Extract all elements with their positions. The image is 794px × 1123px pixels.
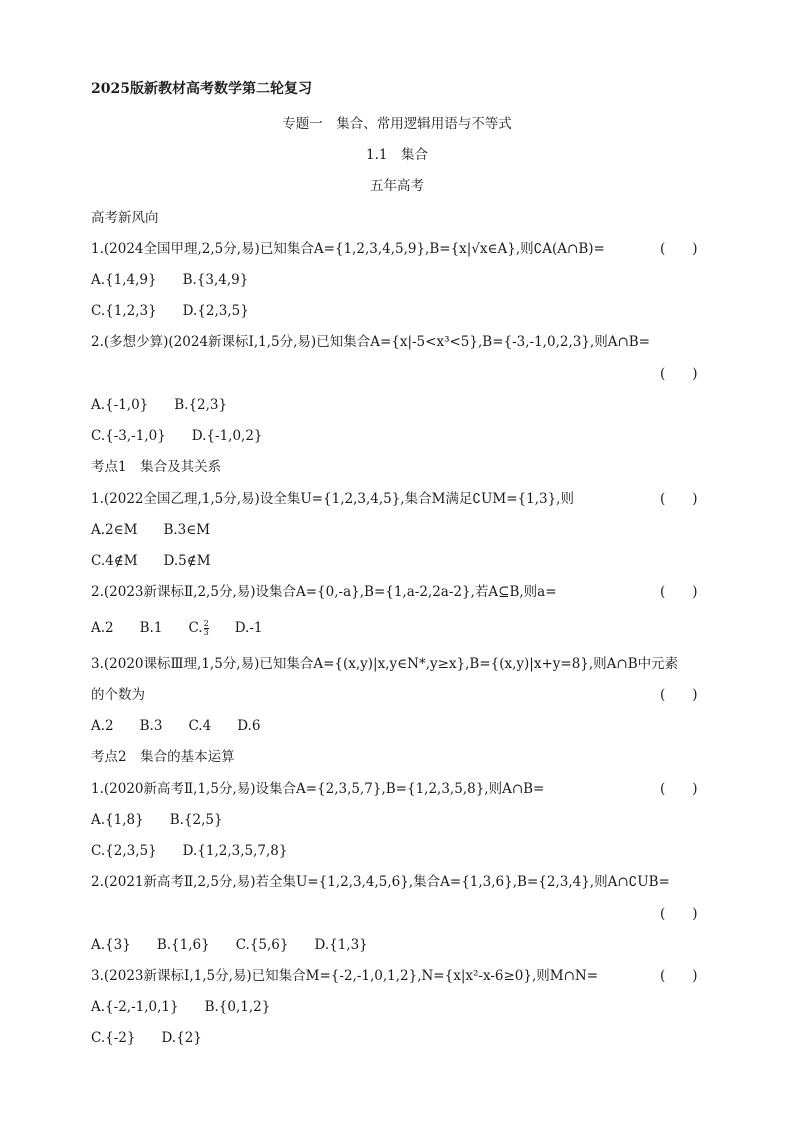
document-title: 2025版新教材高考数学第二轮复习 — [91, 81, 312, 97]
option-row — [91, 552, 211, 570]
answer-blank: ( ) — [660, 241, 698, 257]
option-d: D.{1,2,3,5,7,8} — [182, 843, 288, 859]
question-stem: 3.(2023新课标Ⅰ,1,5分,易)已知集合M={-2,-1,0,1,2},N={x|x²-x-6≥0},则M∩N= — [91, 968, 599, 984]
option-d: D.5∉M — [163, 553, 211, 569]
option-row — [91, 302, 249, 320]
option-a: A.2∈M — [91, 522, 138, 538]
option-b: B.{3,4,9} — [182, 272, 249, 288]
option-a: A.2 — [91, 620, 114, 636]
section-heading-new-trends: 高考新风向 — [91, 210, 159, 226]
option-row — [91, 396, 227, 414]
option-row — [91, 998, 270, 1016]
answer-blank: ( ) — [660, 366, 698, 382]
section-heading-point-2: 考点2 集合的基本运算 — [91, 749, 235, 765]
option-row — [91, 521, 210, 539]
option-b: B.1 — [139, 620, 163, 636]
option-b: B.{2,5} — [169, 812, 223, 828]
option-row — [91, 619, 262, 637]
question-stem: 2.(2023新课标Ⅱ,2,5分,易)设集合A={0,-a},B={1,a-2,2a-2},若A⊆B,则a= — [91, 584, 557, 600]
option-b: B.{2,3} — [174, 397, 228, 413]
question-stem: 2.(多想少算)(2024新课标Ⅰ,1,5分,易)已知集合A={x|-5<x³<5},B={-3,-1,0,2,3},则A∩B= — [91, 334, 650, 350]
section-heading-point-1: 考点1 集合及其关系 — [91, 459, 222, 475]
option-row — [91, 936, 368, 954]
option-a: A.{-1,0} — [91, 397, 149, 413]
option-d: D.{2,3,5} — [182, 303, 249, 319]
option-c: C.{1,2,3} — [91, 303, 157, 319]
option-b: B.3∈M — [163, 522, 211, 538]
answer-blank: ( ) — [660, 687, 698, 703]
option-row — [91, 811, 223, 829]
option-a: A.{1,8} — [91, 812, 144, 828]
option-c: C.4∉M — [91, 553, 138, 569]
question-stem: 1.(2020新高考Ⅱ,1,5分,易)设集合A={2,3,5,7},B={1,2,3,5,8},则A∩B= — [91, 781, 545, 797]
option-row — [91, 842, 287, 860]
option-b: B.3 — [139, 718, 163, 734]
option-d: D.{-1,0,2} — [191, 428, 263, 444]
answer-blank: ( ) — [660, 584, 698, 600]
option-b: B.{0,1,2} — [204, 999, 271, 1015]
answer-blank: ( ) — [660, 968, 698, 984]
option-d: D.-1 — [234, 620, 263, 636]
option-row — [91, 271, 248, 289]
option-b: B.{1,6} — [156, 937, 210, 953]
option-c: C.{-3,-1,0} — [91, 428, 166, 444]
option-a: A.{1,4,9} — [91, 272, 157, 288]
option-row — [91, 1029, 202, 1047]
option-c: C.4 — [188, 718, 212, 734]
option-row — [91, 717, 260, 735]
option-d: D.6 — [237, 718, 261, 734]
option-c: C.{5,6} — [235, 937, 289, 953]
question-stem: 1.(2024全国甲理,2,5分,易)已知集合A={1,2,3,4,5,9},B={x|√x∈A},则∁A(A∩B)= — [91, 241, 605, 257]
fraction-numerator: 2 — [203, 619, 209, 628]
option-a: A.{3} — [91, 937, 131, 953]
topic-title: 专题一 集合、常用逻辑用语与不等式 — [282, 116, 512, 132]
option-c: C. $\frac{2}{3}$ — [188, 619, 209, 637]
option-a: A.2 — [91, 718, 114, 734]
answer-blank: ( ) — [660, 906, 698, 922]
question-stem: 2.(2021新高考Ⅱ,2,5分,易)若全集U={1,2,3,4,5,6},集合A={1,3,6},B={2,3,4},则A∩∁UB= — [91, 874, 670, 890]
answer-blank: ( ) — [660, 491, 698, 507]
option-row — [91, 427, 263, 445]
option-a: A.{-2,-1,0,1} — [91, 999, 179, 1015]
fraction-denominator: 3 — [203, 628, 209, 637]
fraction — [204, 620, 209, 637]
option-c: C.{2,3,5} — [91, 843, 157, 859]
subsection-title: 五年高考 — [370, 178, 424, 194]
section-title: 1.1 集合 — [366, 147, 428, 163]
question-stem: 1.(2022全国乙理,1,5分,易)设全集U={1,2,3,4,5},集合M满足∁UM={1,3},则 — [91, 491, 574, 507]
option-c: C.{-2} — [91, 1030, 136, 1046]
answer-blank: ( ) — [660, 781, 698, 797]
option-d: D.{2} — [161, 1030, 202, 1046]
question-stem: 3.(2020课标Ⅲ理,1,5分,易)已知集合A={(x,y)|x,y∈N*,y≥x},B={(x,y)|x+y=8},则A∩B中元素 — [91, 656, 679, 672]
option-d: D.{1,3} — [314, 937, 368, 953]
question-stem-continued: 的个数为 — [91, 687, 145, 703]
